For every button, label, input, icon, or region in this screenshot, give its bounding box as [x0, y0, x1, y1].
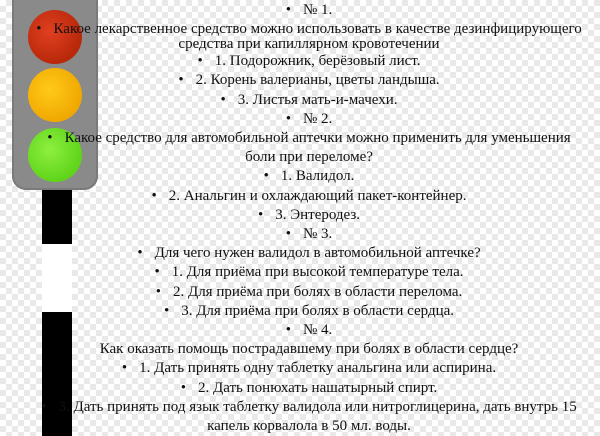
list-item: • № 1. — [34, 1, 584, 20]
quiz-content — [34, 1, 584, 436]
list-item: Как оказать помощь пострадавшему при болях в области сердце? — [99, 341, 519, 358]
list-item: • 1. Подорожник, берёзовый лист. — [34, 52, 584, 71]
quiz-list — [34, 1, 584, 436]
list-item: • № 3. — [34, 225, 584, 244]
list-item: • № 4. — [34, 321, 584, 340]
list-item: • 2. Корень валерианы, цветы ландыша. — [34, 71, 584, 90]
list-item: • Для чего нужен валидол в автомобильной аптечке? — [34, 244, 584, 263]
list-item: • 2. Анальгин и охлаждающий пакет-контейнер. — [34, 187, 584, 206]
list-item: • 1. Валидол. — [34, 167, 584, 186]
list-item: • Какое средство для автомобильной аптечки можно применить для уменьшения боли при переломе? — [34, 129, 584, 167]
list-item: • 2. Дать понюхать нашатырный спирт. — [34, 379, 584, 398]
list-item: • 3. Дать принять под язык таблетку валидола или нитроглицерина, дать внутрь 15 капель корвалола в 50 мл. воды. — [34, 398, 584, 436]
list-item: • 3. Энтеродез. — [34, 206, 584, 225]
list-item: • № 2. — [34, 110, 584, 129]
list-item: • 3. Листья мать-и-мачехи. — [34, 91, 584, 110]
list-item: • 2. Для приёма при болях в области перелома. — [34, 283, 584, 302]
list-item: • Какое лекарственное средство можно использовать в качестве дезинфицирующего средства при капиллярном кровотечении — [34, 20, 584, 52]
list-item: • 1. Дать принять одну таблетку анальгина или аспирина. — [34, 359, 584, 378]
list-item: • 3. Для приёма при болях в области сердца. — [34, 302, 584, 321]
list-item: • 1. Для приёма при высокой температуре тела. — [34, 263, 584, 282]
